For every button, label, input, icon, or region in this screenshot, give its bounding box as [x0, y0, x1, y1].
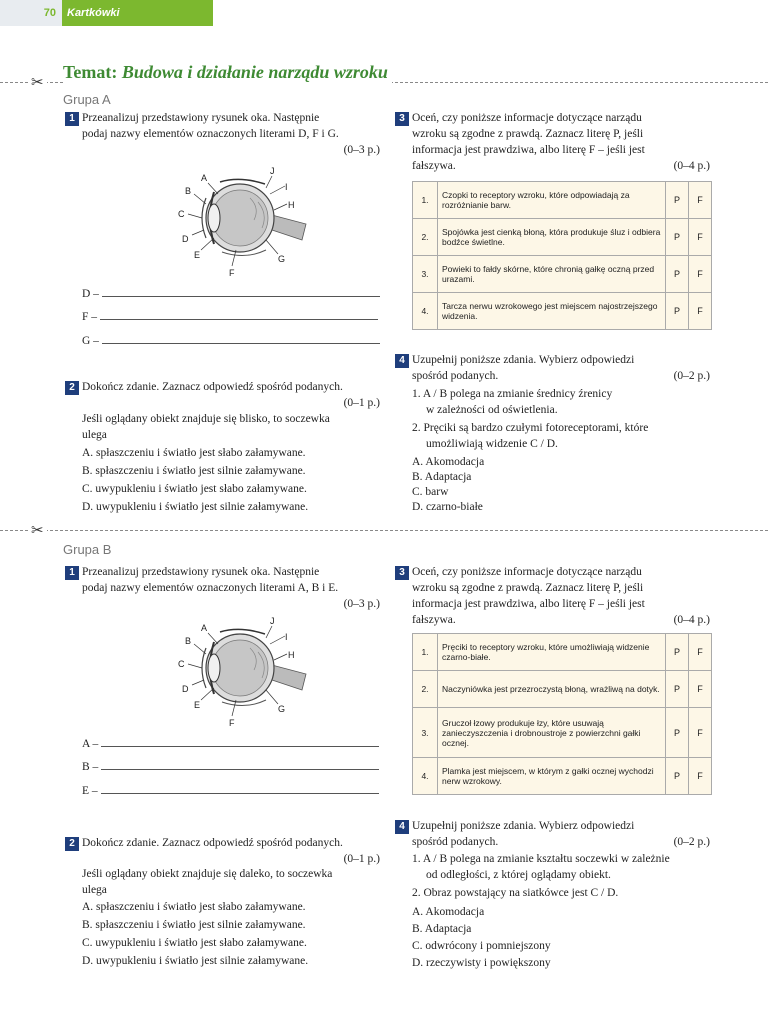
section-title: Kartkówki	[67, 7, 120, 19]
eye-illustration	[202, 629, 306, 705]
options-list	[412, 904, 712, 972]
eye-illustration	[202, 179, 306, 255]
points: (0–2 p.)	[673, 836, 710, 848]
answer-line[interactable]: D –	[82, 288, 380, 300]
option[interactable]: D. rzeczywisty i powiększony	[412, 957, 551, 969]
true-option[interactable]: P	[666, 758, 689, 795]
points: (0–1 p.)	[343, 397, 380, 409]
true-option[interactable]: P	[666, 256, 689, 293]
eye-label: B	[185, 186, 192, 196]
table-row: 3. Powieki to fałdy skórne, które chronią gałkę oczną przed urazami. P F	[413, 256, 712, 293]
option[interactable]: B. spłaszczeniu i światło jest silnie załamywane.	[82, 465, 306, 477]
topic-name: Budowa i działanie narządu wzroku	[121, 62, 388, 82]
eye-label: C	[178, 209, 185, 219]
question-number: 2	[65, 837, 79, 851]
true-option[interactable]: P	[666, 219, 689, 256]
table-row: 2. Naczyniówka jest przezroczystą błoną, wrażliwą na dotyk. P F	[413, 671, 712, 708]
topic-prefix: Temat:	[63, 62, 118, 82]
eye-label: J	[270, 166, 275, 176]
question-number: 3	[395, 566, 409, 580]
option[interactable]: A. spłaszczeniu i światło jest słabo załamywane.	[82, 901, 306, 913]
eye-label: G	[278, 254, 286, 264]
topic-title	[63, 62, 392, 83]
sentences: 1. A / B polega na zmianie średnicy źrenicy w zależności od oświetlenia. 2. Pręciki są bardzo czułymi fotoreceptorami, które umożliwiają widzenie C / D.	[412, 388, 649, 450]
table-row: 4. Tarcza nerwu wzrokowego jest miejscem najostrzejszego widzenia. P F	[413, 293, 712, 330]
true-false-table	[412, 181, 712, 330]
option[interactable]: C. uwypukleniu i światło jest słabo załamywane.	[82, 937, 307, 949]
eye-label: E	[194, 700, 201, 710]
group-b-label: Grupa B	[63, 542, 112, 557]
eye-label: F	[229, 268, 235, 278]
option[interactable]: D. czarno-białe	[412, 501, 483, 513]
eye-label: D	[182, 684, 189, 694]
question-number: 2	[65, 381, 79, 395]
option[interactable]: C. odwrócony i pomniejszony	[412, 940, 551, 952]
option[interactable]: B. spłaszczeniu i światło jest silnie załamywane.	[82, 919, 306, 931]
question-text: Jeśli oglądany obiekt znajduje się blisko, to soczewka ulega	[82, 413, 330, 441]
page-number: 70	[0, 0, 62, 26]
question-text: Dokończ zdanie. Zaznacz odpowiedź spośród podanych.	[82, 837, 343, 849]
question-number: 4	[395, 354, 409, 368]
false-option[interactable]: F	[689, 293, 712, 330]
question-number: 3	[395, 112, 409, 126]
answer-line[interactable]: E –	[82, 785, 379, 797]
true-false-table	[412, 633, 712, 795]
eye-label: H	[288, 200, 295, 210]
answer-line[interactable]: A –	[82, 738, 379, 750]
answer-line[interactable]: G –	[82, 335, 380, 347]
question-number: 1	[65, 566, 79, 580]
answer-line[interactable]: B –	[82, 761, 379, 773]
false-option[interactable]: F	[689, 182, 712, 219]
eye-label: I	[285, 182, 288, 192]
eye-label: B	[185, 636, 192, 646]
false-option[interactable]: F	[689, 758, 712, 795]
true-option[interactable]: P	[666, 708, 689, 758]
eye-label: A	[201, 173, 208, 183]
question-text: Uzupełnij poniższe zdania. Wybierz odpowiedzi spośród podanych.	[412, 354, 635, 382]
options-list	[412, 455, 712, 515]
group-a-label: Grupa A	[63, 92, 111, 107]
table-row: 1. Pręciki to receptory wzroku, które umożliwiają widzenie czarno-białe. P F	[413, 634, 712, 671]
option[interactable]: C. uwypukleniu i światło jest słabo załamywane.	[82, 483, 307, 495]
points: (0–3 p.)	[343, 144, 380, 156]
question-text: Przeanalizuj przedstawiony rysunek oka. Następnie podaj nazwy elementów oznaczonych literami D, F i G.	[82, 112, 339, 140]
question-text: Dokończ zdanie. Zaznacz odpowiedź spośród podanych.	[82, 381, 343, 393]
eye-label: E	[194, 250, 201, 260]
points: (0–3 p.)	[343, 598, 380, 610]
eye-label: A	[201, 623, 208, 633]
true-option[interactable]: P	[666, 293, 689, 330]
scissors-icon: ✂	[28, 521, 47, 539]
scissors-icon: ✂	[28, 73, 47, 91]
question-text: Uzupełnij poniższe zdania. Wybierz odpowiedzi spośród podanych.	[412, 820, 635, 848]
false-option[interactable]: F	[689, 219, 712, 256]
option[interactable]: A. spłaszczeniu i światło jest słabo załamywane.	[82, 447, 306, 459]
option[interactable]: B. Adaptacja	[412, 471, 472, 483]
question-text: Oceń, czy poniższe informacje dotyczące narządu wzroku są zgodne z prawdą. Zaznacz literę P, jeśli informacja jest prawdziwa, albo literę F – jeśli jest fałszywa.	[412, 566, 645, 626]
option[interactable]: D. uwypukleniu i światło jest silnie załamywane.	[82, 501, 309, 513]
eye-label: H	[288, 650, 295, 660]
false-option[interactable]: F	[689, 708, 712, 758]
eye-diagram	[170, 162, 310, 280]
eye-label: D	[182, 234, 189, 244]
true-option[interactable]: P	[666, 671, 689, 708]
eye-label: J	[270, 616, 275, 626]
true-option[interactable]: P	[666, 634, 689, 671]
points: (0–4 p.)	[673, 614, 710, 626]
table-row: 4. Plamka jest miejscem, w którym z gałki ocznej wychodzi nerw wzrokowy. P F	[413, 758, 712, 795]
points: (0–1 p.)	[343, 853, 380, 865]
eye-diagram	[170, 612, 310, 730]
options-list	[82, 444, 382, 516]
true-option[interactable]: P	[666, 182, 689, 219]
eye-label: G	[278, 704, 286, 714]
table-row: 1. Czopki to receptory wzroku, które odpowiadają za rozróżnianie barw. P F	[413, 182, 712, 219]
option[interactable]: B. Adaptacja	[412, 923, 472, 935]
false-option[interactable]: F	[689, 256, 712, 293]
question-number: 1	[65, 112, 79, 126]
eye-label: F	[229, 718, 235, 728]
table-row: 3. Gruczoł łzowy produkuje łzy, które usuwają zanieczyszczenia i drobnoustroje z powierzchni gałki ocznej. P F	[413, 708, 712, 758]
option[interactable]: C. barw	[412, 486, 449, 498]
question-text: Oceń, czy poniższe informacje dotyczące narządu wzroku są zgodne z prawdą. Zaznacz literę P, jeśli informacja jest prawdziwa, albo literę F – jeśli jest fałszywa.	[412, 112, 645, 172]
points: (0–2 p.)	[673, 370, 710, 382]
eye-label: C	[178, 659, 185, 669]
option[interactable]: D. uwypukleniu i światło jest silnie załamywane.	[82, 955, 309, 967]
option[interactable]: A. Akomodacja	[412, 456, 485, 468]
eye-label: I	[285, 632, 288, 642]
option[interactable]: A. Akomodacja	[412, 906, 485, 918]
question-text: Przeanalizuj przedstawiony rysunek oka. Następnie podaj nazwy elementów oznaczonych literami A, B i E.	[82, 566, 339, 594]
question-number: 4	[395, 820, 409, 834]
options-list	[82, 898, 382, 970]
points: (0–4 p.)	[673, 160, 710, 172]
sentences: 1. A / B polega na zmianie kształtu soczewki w zależnie od odległości, z której oglądamy obiekt. 2. Obraz powstający na siatkówce jest C / D.	[412, 853, 670, 899]
question-text: Jeśli oglądany obiekt znajduje się daleko, to soczewka ulega	[82, 868, 333, 896]
answer-line[interactable]: F –	[82, 311, 378, 323]
cut-line-middle	[0, 530, 768, 531]
table-row: 2. Spojówka jest cienką błoną, która produkuje śluz i odbiera bodźce świetlne. P F	[413, 219, 712, 256]
false-option[interactable]: F	[689, 671, 712, 708]
false-option[interactable]: F	[689, 634, 712, 671]
